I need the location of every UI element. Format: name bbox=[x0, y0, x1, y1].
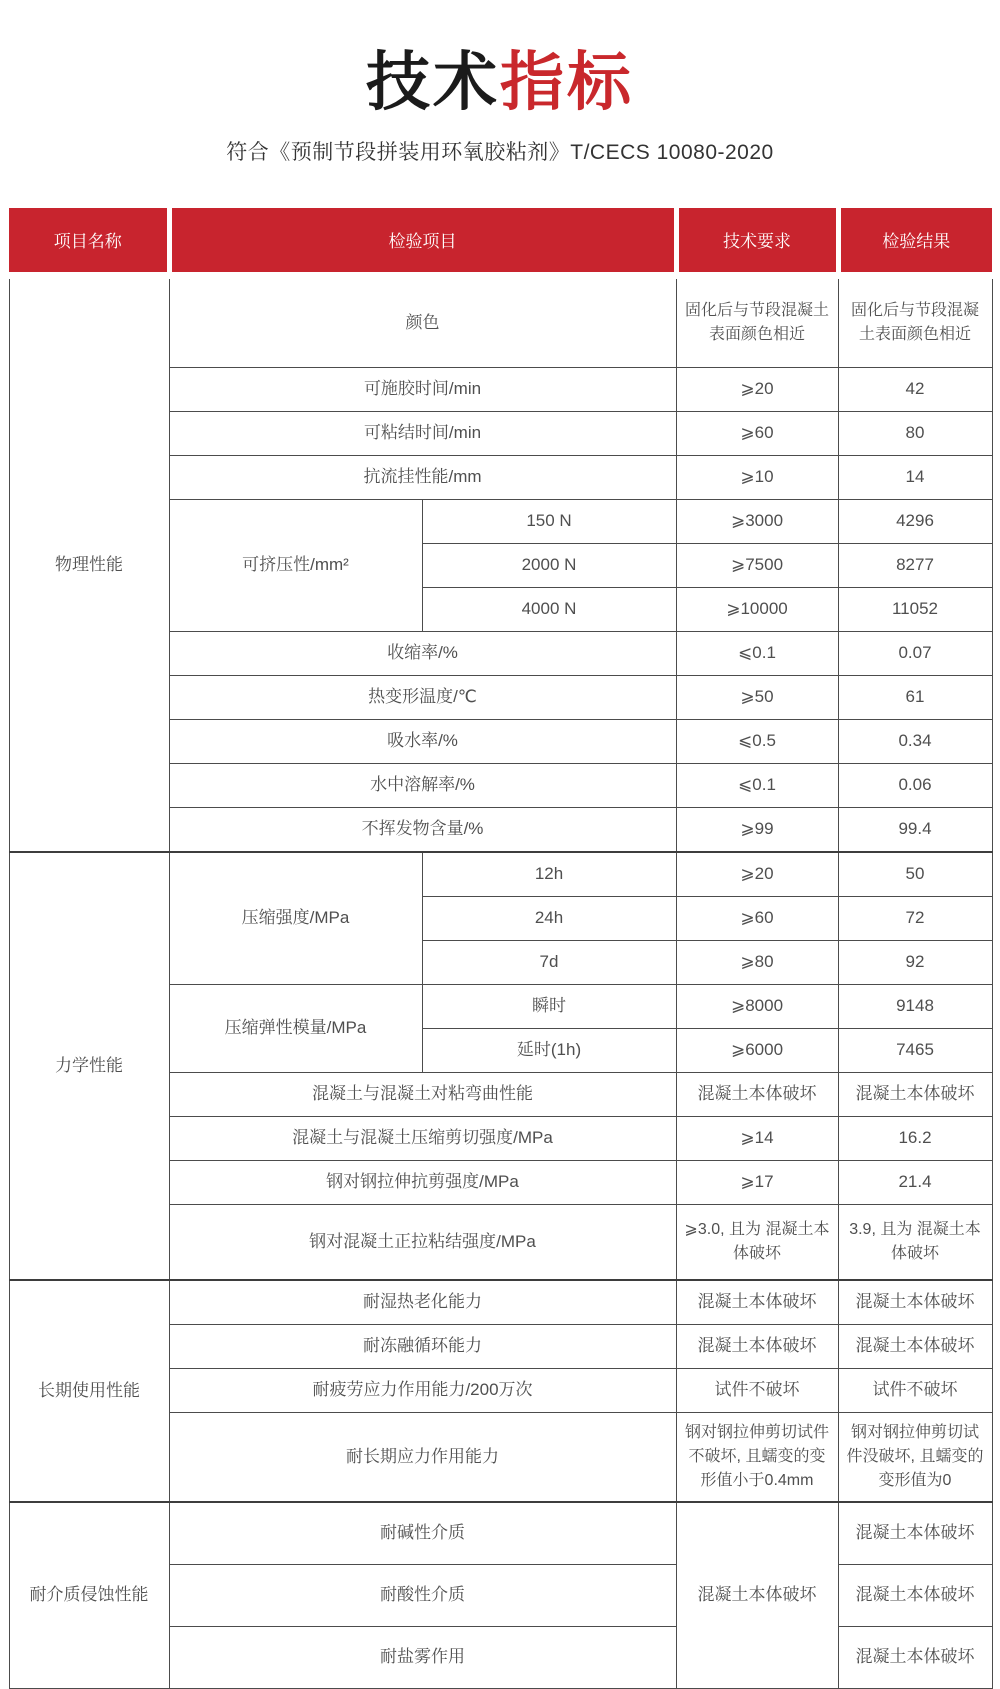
item-cell: 耐长期应力作用能力 bbox=[169, 1412, 676, 1502]
result-cell: 21.4 bbox=[838, 1160, 992, 1204]
requirement-cell: ⩾10000 bbox=[676, 587, 838, 631]
group-item-cell: 可挤压性/mm² bbox=[169, 499, 422, 631]
requirement-cell: ⩽0.1 bbox=[676, 631, 838, 675]
item-cell: 水中溶解率/% bbox=[169, 763, 676, 807]
category-cell: 耐介质侵蚀性能 bbox=[9, 1502, 169, 1689]
result-cell: 4296 bbox=[838, 499, 992, 543]
item-cell: 耐盐雾作用 bbox=[169, 1626, 676, 1688]
result-cell: 混凝土本体破坏 bbox=[838, 1626, 992, 1688]
header-technical-requirement: 技术要求 bbox=[676, 208, 838, 276]
requirement-cell: ⩾3.0, 且为 混凝土本体破坏 bbox=[676, 1204, 838, 1280]
table-row bbox=[9, 275, 992, 367]
group-item-cell: 压缩弹性模量/MPa bbox=[169, 984, 422, 1072]
item-cell: 可粘结时间/min bbox=[169, 411, 676, 455]
result-cell: 61 bbox=[838, 675, 992, 719]
result-cell: 0.34 bbox=[838, 719, 992, 763]
requirement-cell: 混凝土本体破坏 bbox=[676, 1324, 838, 1368]
result-cell: 固化后与节段混凝土表面颜色相近 bbox=[838, 275, 992, 367]
result-cell: 50 bbox=[838, 852, 992, 897]
category-cell: 长期使用性能 bbox=[9, 1280, 169, 1502]
result-cell: 试件不破坏 bbox=[838, 1368, 992, 1412]
requirement-cell: ⩾60 bbox=[676, 411, 838, 455]
sub-item-cell: 2000 N bbox=[422, 543, 676, 587]
result-cell: 混凝土本体破坏 bbox=[838, 1502, 992, 1565]
page-title bbox=[0, 0, 1000, 120]
requirement-cell: ⩾10 bbox=[676, 455, 838, 499]
item-cell: 不挥发物含量/% bbox=[169, 807, 676, 852]
result-cell: 混凝土本体破坏 bbox=[838, 1280, 992, 1325]
item-cell: 混凝土与混凝土对粘弯曲性能 bbox=[169, 1072, 676, 1116]
table-row bbox=[9, 1280, 992, 1325]
item-cell: 耐冻融循环能力 bbox=[169, 1324, 676, 1368]
requirement-cell: ⩾20 bbox=[676, 367, 838, 411]
spec-table bbox=[9, 208, 993, 1689]
category-cell: 物理性能 bbox=[9, 275, 169, 852]
requirement-cell: 钢对钢拉伸剪切试件不破坏, 且蠕变的变形值小于0.4mm bbox=[676, 1412, 838, 1502]
requirement-cell: ⩾17 bbox=[676, 1160, 838, 1204]
sub-item-cell: 12h bbox=[422, 852, 676, 897]
item-cell: 钢对钢拉伸抗剪强度/MPa bbox=[169, 1160, 676, 1204]
requirement-cell: 混凝土本体破坏 bbox=[676, 1072, 838, 1116]
requirement-cell: ⩾20 bbox=[676, 852, 838, 897]
group-item-cell: 压缩强度/MPa bbox=[169, 852, 422, 985]
item-cell: 抗流挂性能/mm bbox=[169, 455, 676, 499]
item-cell: 吸水率/% bbox=[169, 719, 676, 763]
requirement-cell: ⩽0.1 bbox=[676, 763, 838, 807]
requirement-cell: ⩾8000 bbox=[676, 984, 838, 1028]
section-physical bbox=[9, 275, 992, 852]
sub-item-cell: 150 N bbox=[422, 499, 676, 543]
header-inspection-item: 检验项目 bbox=[169, 208, 676, 276]
item-cell: 钢对混凝土正拉粘结强度/MPa bbox=[169, 1204, 676, 1280]
result-cell: 11052 bbox=[838, 587, 992, 631]
section-media-corrosion bbox=[9, 1502, 992, 1689]
requirement-cell: ⩾7500 bbox=[676, 543, 838, 587]
result-cell: 14 bbox=[838, 455, 992, 499]
requirement-cell: 固化后与节段混凝土表面颜色相近 bbox=[676, 275, 838, 367]
result-cell: 0.07 bbox=[838, 631, 992, 675]
table-row bbox=[9, 852, 992, 897]
result-cell: 混凝土本体破坏 bbox=[838, 1564, 992, 1626]
requirement-cell: ⩾60 bbox=[676, 896, 838, 940]
result-cell: 混凝土本体破坏 bbox=[838, 1072, 992, 1116]
result-cell: 8277 bbox=[838, 543, 992, 587]
page-subtitle: 符合《预制节段拼装用环氧胶粘剂》T/CECS 10080-2020 bbox=[226, 140, 774, 164]
item-cell: 耐酸性介质 bbox=[169, 1564, 676, 1626]
result-cell: 72 bbox=[838, 896, 992, 940]
result-cell: 92 bbox=[838, 940, 992, 984]
spec-table-container bbox=[9, 208, 992, 1689]
requirement-cell: ⩾80 bbox=[676, 940, 838, 984]
result-cell: 混凝土本体破坏 bbox=[838, 1324, 992, 1368]
section-long-term bbox=[9, 1280, 992, 1502]
sub-item-cell: 24h bbox=[422, 896, 676, 940]
requirement-cell: 试件不破坏 bbox=[676, 1368, 838, 1412]
result-cell: 42 bbox=[838, 367, 992, 411]
result-cell: 80 bbox=[838, 411, 992, 455]
result-cell: 钢对钢拉伸剪切试件没破坏, 且蠕变的变形值为0 bbox=[838, 1412, 992, 1502]
requirement-cell-merged: 混凝土本体破坏 bbox=[676, 1502, 838, 1689]
requirement-cell: 混凝土本体破坏 bbox=[676, 1280, 838, 1325]
table-header-row bbox=[9, 208, 992, 276]
result-cell: 3.9, 且为 混凝土本体破坏 bbox=[838, 1204, 992, 1280]
item-cell: 收缩率/% bbox=[169, 631, 676, 675]
requirement-cell: ⩾14 bbox=[676, 1116, 838, 1160]
requirement-cell: ⩽0.5 bbox=[676, 719, 838, 763]
sub-item-cell: 4000 N bbox=[422, 587, 676, 631]
section-mechanical bbox=[9, 852, 992, 1280]
sub-item-cell: 瞬时 bbox=[422, 984, 676, 1028]
requirement-cell: ⩾3000 bbox=[676, 499, 838, 543]
item-cell: 热变形温度/℃ bbox=[169, 675, 676, 719]
sub-item-cell: 延时(1h) bbox=[422, 1028, 676, 1072]
result-cell: 16.2 bbox=[838, 1116, 992, 1160]
table-row bbox=[9, 1502, 992, 1565]
header-project-name: 项目名称 bbox=[9, 208, 169, 276]
item-cell: 耐疲劳应力作用能力/200万次 bbox=[169, 1368, 676, 1412]
item-cell: 可施胶时间/min bbox=[169, 367, 676, 411]
requirement-cell: ⩾50 bbox=[676, 675, 838, 719]
item-cell: 耐碱性介质 bbox=[169, 1502, 676, 1565]
item-cell: 颜色 bbox=[169, 275, 676, 367]
category-cell: 力学性能 bbox=[9, 852, 169, 1280]
requirement-cell: ⩾6000 bbox=[676, 1028, 838, 1072]
result-cell: 99.4 bbox=[838, 807, 992, 852]
item-cell: 耐湿热老化能力 bbox=[169, 1280, 676, 1325]
result-cell: 9148 bbox=[838, 984, 992, 1028]
header-inspection-result: 检验结果 bbox=[838, 208, 992, 276]
requirement-cell: ⩾99 bbox=[676, 807, 838, 852]
page-title-black: 技术 bbox=[366, 46, 500, 118]
item-cell: 混凝土与混凝土压缩剪切强度/MPa bbox=[169, 1116, 676, 1160]
result-cell: 7465 bbox=[838, 1028, 992, 1072]
sub-item-cell: 7d bbox=[422, 940, 676, 984]
result-cell: 0.06 bbox=[838, 763, 992, 807]
page-title-red: 指标 bbox=[500, 46, 634, 118]
